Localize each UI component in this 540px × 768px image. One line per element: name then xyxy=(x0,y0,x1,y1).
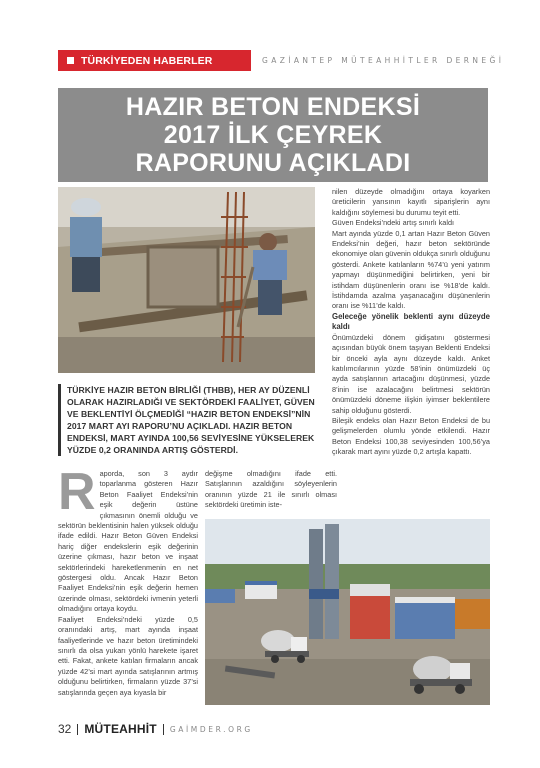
page-footer xyxy=(58,722,253,736)
section-banner xyxy=(58,50,248,71)
lead-paragraph xyxy=(58,384,316,456)
article-column-3 xyxy=(332,187,490,458)
footer-divider-2 xyxy=(163,724,164,735)
article-column-1 xyxy=(58,463,198,698)
construction-workers-photo xyxy=(58,187,315,373)
concrete-plant-illustration xyxy=(205,519,490,705)
col3-paragraph-2: Güven Endeksi’ndeki artış sınırlı kaldı xyxy=(332,218,455,228)
lead-text: TÜRKİYE HAZIR BETON BİRLİĞİ (THBB), HER AY DÜZENLİ OLARAK HAZIRLADIĞI VE SEKTÖRDEKİ FAALİYET, GÜVEN VE BEKLENTİYİ ÖLÇMEDİĞİ “HAZIR BETON ENDEKSİ”NİN 2017 MART AYI RAPORU’NU AÇIKLADI. HAZIR BETON ENDEKSİ, MART AYINDA 100,56 SEVİYESİNE YÜKSELEREK YÜZDE 0,2 ORANINDA ARTIŞ GÖSTERDİ. xyxy=(67,385,315,455)
magazine-name: MÜTEAHHİT xyxy=(84,722,157,736)
headline-line-2: 2017 İLK ÇEYREK xyxy=(163,121,383,149)
construction-photo-illustration xyxy=(58,187,315,373)
headline-line-3: RAPORUNU AÇIKLADI xyxy=(135,149,411,177)
footer-divider xyxy=(77,724,78,735)
col1-paragraph-2: Faaliyet Endeksi’ndeki yüzde 0,5 oranındaki artış, mart ayında inşaat faaliyetlerinde ve hazır beton üretimindeki sınırlı da olsa yukarı yönlü harekete işaret etti. Fakat, ankete katılan firmaların ancak yüzde 42’si mart ayında satışlarının artmış olduğunu belirtirken, firmaların yüzde 37’si satışlarında geçen aya kıyasla bir xyxy=(58,614,198,697)
section-label: TÜRKİYEDEN HABERLER xyxy=(81,54,213,67)
headline-line-1: HAZIR BETON ENDEKSİ xyxy=(125,93,421,121)
website-url: GAİMDER.ORG xyxy=(169,724,253,734)
square-icon xyxy=(67,57,74,64)
col3-paragraph-5: Bileşik endeks olan Hazır Beton Endeksi de bu gelişmelerden olumlu yönde etkilendi. Hazır Beton Endeksi 100,38 seviyesinden 100,56’ya çıkarak mart ayını yüzde 0,2 artışla kapattı. xyxy=(332,415,490,457)
association-name: GAZİANTEP MÜTEAHHİTLER DERNEĞİ xyxy=(262,56,505,65)
concrete-plant-photo xyxy=(205,519,490,705)
banner-accent xyxy=(233,50,251,71)
col3-subheading: Geleceğe yönelik beklenti aynı düzeyde kaldı xyxy=(332,311,490,332)
col3-paragraph-3: Mart ayında yüzde 0,1 artan Hazır Beton Güven Endeksi’nin değeri, hazır beton sektöründe ekonomiye olan güvenin oldukça sınırlı olduğunu gösterdi. Ankete katılanların %74’ü yeni yatırım yapmayı düşünmediğini belirtirken, yeni bir istihdam düşünenlerin oranı ise %18’de kaldı. İstihdamda azalma yaşanacağını düşünenlerin oranı ise %11’de kaldı. xyxy=(332,228,490,311)
col3-paragraph-4: Önümüzdeki dönem gidişatını göstermesi açısından büyük önem taşıyan Beklenti Endeksi bir önceki ayla aynı düzeyde kaldı. Anket katılımcılarının yüzde 58’inin önümüzdeki üç ayda satışlarının artacağını düşünmesi, yüzde 8’inin ise azalacağını belirtmesi sektörün önümüzdeki döneme ilişkin iyimser beklentilere sahip olduğunu gösterdi. xyxy=(332,332,490,415)
col3-paragraph-1: nilen düzeyde olmadığını ortaya koyarken üreticilerin yarısının kayıtlı siparişlerin aynı kaldığını söylemesi bu durumu teyit etti. xyxy=(332,187,490,217)
col2-paragraph-1: değişme olmadığını ifade etti. Satışlarının azaldığını söyleyenlerin oranının yüzde 21 ile sınırlı olması sektördeki üretimin iste- xyxy=(205,469,337,510)
page-number: 32 xyxy=(58,722,72,736)
col1-paragraph-1: aporda, son 3 aydır toparlanma gösteren Hazır Beton Faaliyet Endeksi’nin eşik değerin üstüne çıkmasının önemli olduğu ve sektörün beklentisinin halen yüksek olduğu ifade edildi. Hazır Beton Güven Endeksi hariç diğer endekslerin eşik değerinin üzerine çıkması, hazır beton ve inşaat sektörlerindeki hareketlenmenin en net göstergesi oldu. Ancak Hazır Beton Faaliyet Endeksi’nin eşik değerin hemen üzerinde olması, sektördeki ivmenin yeterli olmadığını ortaya koydu. xyxy=(58,469,198,614)
drop-cap: R xyxy=(58,463,96,521)
headline-block xyxy=(58,88,488,182)
article-column-2 xyxy=(205,469,337,511)
